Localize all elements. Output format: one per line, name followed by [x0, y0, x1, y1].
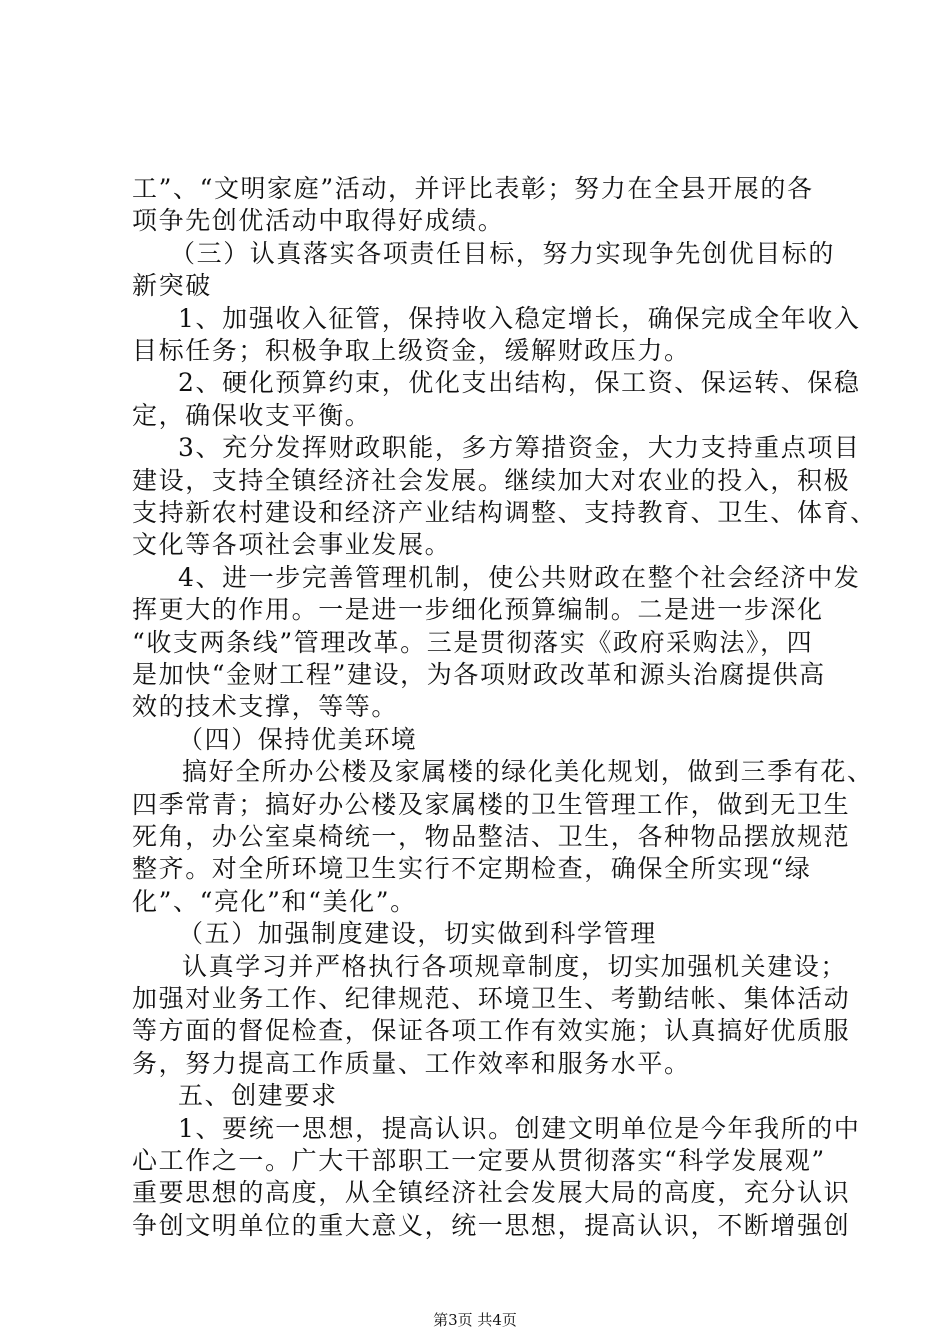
text-line: 是加快“金财工程”建设，为各项财政改革和源头治腐提供高 — [132, 660, 826, 689]
text-line: 文化等各项社会事业发展。 — [132, 530, 452, 560]
text-line: 等方面的督促检查，保证各项工作有效实施；认真搞好优质服 — [132, 1016, 851, 1046]
text-line: 4、进一步完善管理机制，使公共财政在整个社会经济中发 — [178, 562, 861, 592]
text-line: 化”、“亮化”和“美化”。 — [132, 886, 417, 916]
text-line: 争创文明单位的重大意义，统一思想，提高认识，不断增强创 — [132, 1210, 851, 1240]
text-line: 2、硬化预算约束，优化支出结构，保工资、保运转、保稳 — [178, 368, 861, 398]
text-line: 心工作之一。广大干部职工一定要从贯彻落实“科学发展观” — [132, 1146, 826, 1175]
text-line: 目标任务；积极争取上级资金，缓解财政压力。 — [132, 336, 691, 365]
text-line: 1、加强收入征管，保持收入稳定增长，确保完成全年收入 — [178, 303, 861, 333]
section-heading: 五、创建要求 — [178, 1081, 338, 1111]
text-line: 整齐。对全所环境卫生实行不定期检查，确保全所实现“绿 — [132, 854, 812, 884]
section-heading: （五）加强制度建设，切实做到科学管理 — [178, 919, 657, 949]
section-heading: （三）认真落实各项责任目标，努力实现争先创优目标的 — [170, 238, 836, 268]
text-line: 挥更大的作用。一是进一步细化预算编制。二是进一步深化 — [132, 595, 824, 625]
text-line: 重要思想的高度，从全镇经济社会发展大局的高度，充分认识 — [132, 1178, 851, 1208]
section-heading: （四）保持优美环境 — [178, 724, 418, 754]
text-line: 支持新农村建设和经济产业结构调整、支持教育、卫生、体育、 — [132, 498, 877, 527]
text-line: 搞好全所办公楼及家属楼的绿化美化规划，做到三季有花、 — [182, 757, 874, 787]
text-line: 建设，支持全镇经济社会发展。继续加大对农业的投入，积极 — [132, 465, 851, 495]
text-line: 工”、“文明家庭”活动，并评比表彰；努力在全县开展的各 — [132, 174, 814, 203]
text-line: 四季常青；搞好办公楼及家属楼的卫生管理工作，做到无卫生 — [132, 789, 851, 819]
section-heading: 新突破 — [132, 271, 212, 301]
page-number-footer: 第3页 共4页 — [433, 1311, 517, 1329]
text-line: 认真学习并严格执行各项规章制度，切实加强机关建设； — [182, 951, 848, 981]
text-line: 效的技术支撑，等等。 — [132, 692, 399, 722]
text-line: 3、充分发挥财政职能，多方筹措资金，大力支持重点项目 — [178, 433, 861, 463]
text-line: 加强对业务工作、纪律规范、环境卫生、考勤结帐、集体活动 — [132, 984, 851, 1013]
text-line: 项争先创优活动中取得好成绩。 — [132, 206, 505, 236]
text-line: 死角，办公室桌椅统一，物品整洁、卫生，各种物品摆放规范 — [132, 822, 851, 851]
text-line: 1、要统一思想，提高认识。创建文明单位是今年我所的中 — [178, 1113, 861, 1143]
text-line: 务，努力提高工作质量、工作效率和服务水平。 — [132, 1048, 691, 1078]
text-line: “收支两条线”管理改革。三是贯彻落实《政府采购法》，四 — [132, 627, 814, 657]
text-line: 定，确保收支平衡。 — [132, 400, 372, 430]
